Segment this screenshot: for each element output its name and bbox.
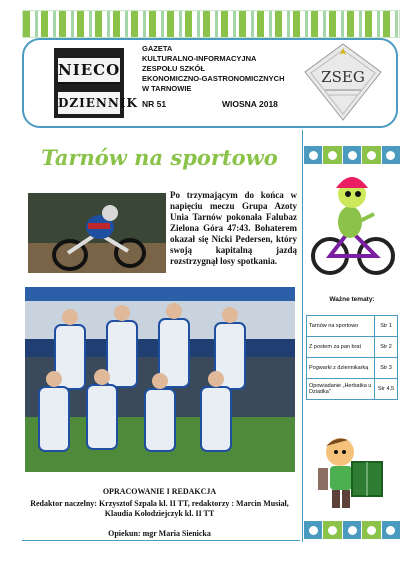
sidebar-dot-strip-top — [304, 146, 400, 164]
speedway-rider-photo — [28, 193, 166, 273]
issue-season: WIOSNA 2018 — [222, 99, 278, 109]
boy-reading-illustration-icon — [308, 432, 394, 514]
issue-info — [142, 99, 278, 109]
masthead-line: ZESPOŁU SZKÓŁ — [142, 64, 205, 73]
credits-editors: Redaktor naczelny: Krzysztof Szpala kl. II TT, redaktorzy : Marcin Musiał, Klaudia Kołodziejczyk kl. II TT — [30, 499, 289, 518]
article-title: Tarnów na sportowo — [41, 145, 278, 170]
toc-title: Tarnów na sportowo — [307, 316, 375, 337]
sidebar-dot-strip-bottom — [304, 521, 400, 539]
toc-page: Str 2 — [375, 337, 398, 358]
bottom-divider — [22, 540, 300, 541]
credits-mentor: Opiekun: mgr Maria Sienicka — [108, 529, 211, 538]
toc-row — [307, 379, 398, 400]
toc-page: Str 1 — [375, 316, 398, 337]
masthead-line: W TARNOWIE — [142, 84, 192, 93]
issue-number: NR 51 — [142, 99, 167, 109]
masthead-line: EKONOMICZNO-GASTRONOMICZNYCH — [142, 74, 285, 83]
editorial-credits — [22, 487, 297, 539]
masthead-text — [142, 44, 292, 94]
toc-title: Z postem za pan brat — [307, 337, 375, 358]
masthead-line: KULTURALNO-INFORMACYJNA — [142, 54, 257, 63]
toc-page: Str 4,5 — [375, 379, 398, 400]
table-of-contents — [306, 315, 398, 400]
logo-word-bottom: DZIENNIK — [58, 92, 120, 114]
toc-row — [307, 316, 398, 337]
crest-text: ZSEG — [321, 68, 365, 86]
logo-word-top: NIECO — [58, 58, 120, 84]
team-photo — [25, 287, 295, 472]
credits-heading: OPRACOWANIE I REDAKCJA — [102, 487, 217, 496]
toc-row — [307, 337, 398, 358]
masthead-line: GAZETA — [142, 44, 173, 53]
toc-title: Opowiadanie „Herbatka u Dziadka" — [307, 379, 375, 400]
newspaper-logo — [54, 48, 138, 118]
toc-row — [307, 358, 398, 379]
article-lead: Po trzymającym do końca w napięciu meczu Grupa Azoty Unia Tarnów pokonała Falubaz Zielona Góra 47:43. Bohaterem okazał się Nicki Pedersen, który swoją kapitalną jazdą rozstrzygnął losy spotkania. — [170, 190, 297, 266]
toc-heading: Ważne tematy: — [329, 296, 375, 303]
cyclist-illustration-icon — [308, 164, 396, 284]
toc-title: Pogwarki z dziennikarką — [307, 358, 375, 379]
school-crest-icon — [303, 42, 383, 122]
toc-page: Str 3 — [375, 358, 398, 379]
top-stripe-bar — [22, 10, 400, 38]
